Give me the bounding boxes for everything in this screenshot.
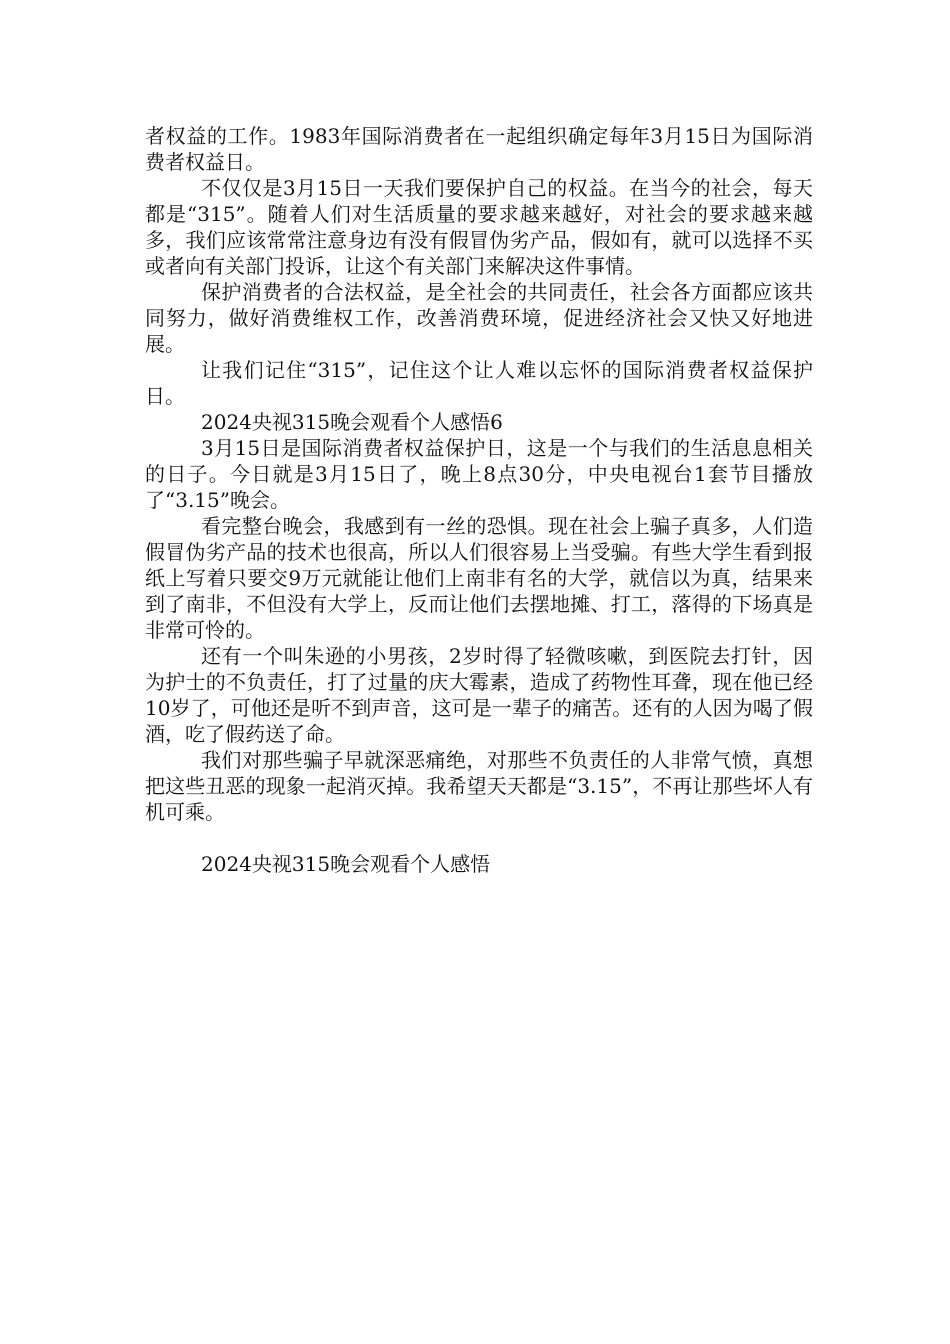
paragraph-shared-responsibility: 保护消费者的合法权益，是全社会的共同责任，社会各方面都应该共同努力，做好消费维权工作，改善消费环境，促进经济社会又快又好地进展。 bbox=[145, 280, 813, 356]
paragraph-conclusion: 我们对那些骗子早就深恶痛绝，对那些不负责任的人非常气愤，真想把这些丑恶的现象一起消灭掉。我希望天天都是“3.15”，不再让那些坏人有机可乘。 bbox=[145, 748, 813, 824]
paragraph-remember-315: 让我们记住“315”，记住这个让人难以忘怀的国际消费者权益保护日。 bbox=[145, 358, 813, 408]
section-heading-6: 2024央视315晚会观看个人感悟6 bbox=[201, 410, 503, 434]
footer-title: 2024央视315晚会观看个人感悟 bbox=[201, 852, 491, 876]
paragraph-march-15: 3月15日是国际消费者权益保护日，这是一个与我们的生活息息相关的日子。今日就是3月15日了，晚上8点30分，中央电视台1套节目播放了“3.15”晚会。 bbox=[145, 436, 813, 512]
paragraph-zhu-xun: 还有一个叫朱逊的小男孩，2岁时得了轻微咳嗽，到医院去打针，因为护士的不负责任，打了过量的庆大霉素，造成了药物性耳聋，现在他已经10岁了，可他还是听不到声音，这可是一辈子的痛苦。还有的人因为喝了假酒，吃了假药送了命。 bbox=[145, 644, 813, 746]
paragraph-every-day-315: 不仅仅是3月15日一天我们要保护自己的权益。在当今的社会，每天都是“315”。随着人们对生活质量的要求越来越好，对社会的要求越来越多，我们应该常常注意身边有没有假冒伪劣产品，假如有，就可以选择不买或者向有关部门投诉，让这个有关部门来解决这件事情。 bbox=[145, 176, 813, 278]
document-body bbox=[145, 123, 813, 877]
paragraph-scammers: 看完整台晚会，我感到有一丝的恐惧。现在社会上骗子真多，人们造假冒伪劣产品的技术也很高，所以人们很容易上当受骗。有些大学生看到报纸上写着只要交9万元就能让他们上南非有名的大学，就信以为真，结果来到了南非，不但没有大学上，反而让他们去摆地摊、打工，落得的下场真是非常可怜的。 bbox=[145, 514, 813, 642]
blank-line bbox=[145, 825, 813, 851]
paragraph-continuation: 者权益的工作。1983年国际消费者在一起组织确定每年3月15日为国际消费者权益日。 bbox=[145, 124, 813, 174]
